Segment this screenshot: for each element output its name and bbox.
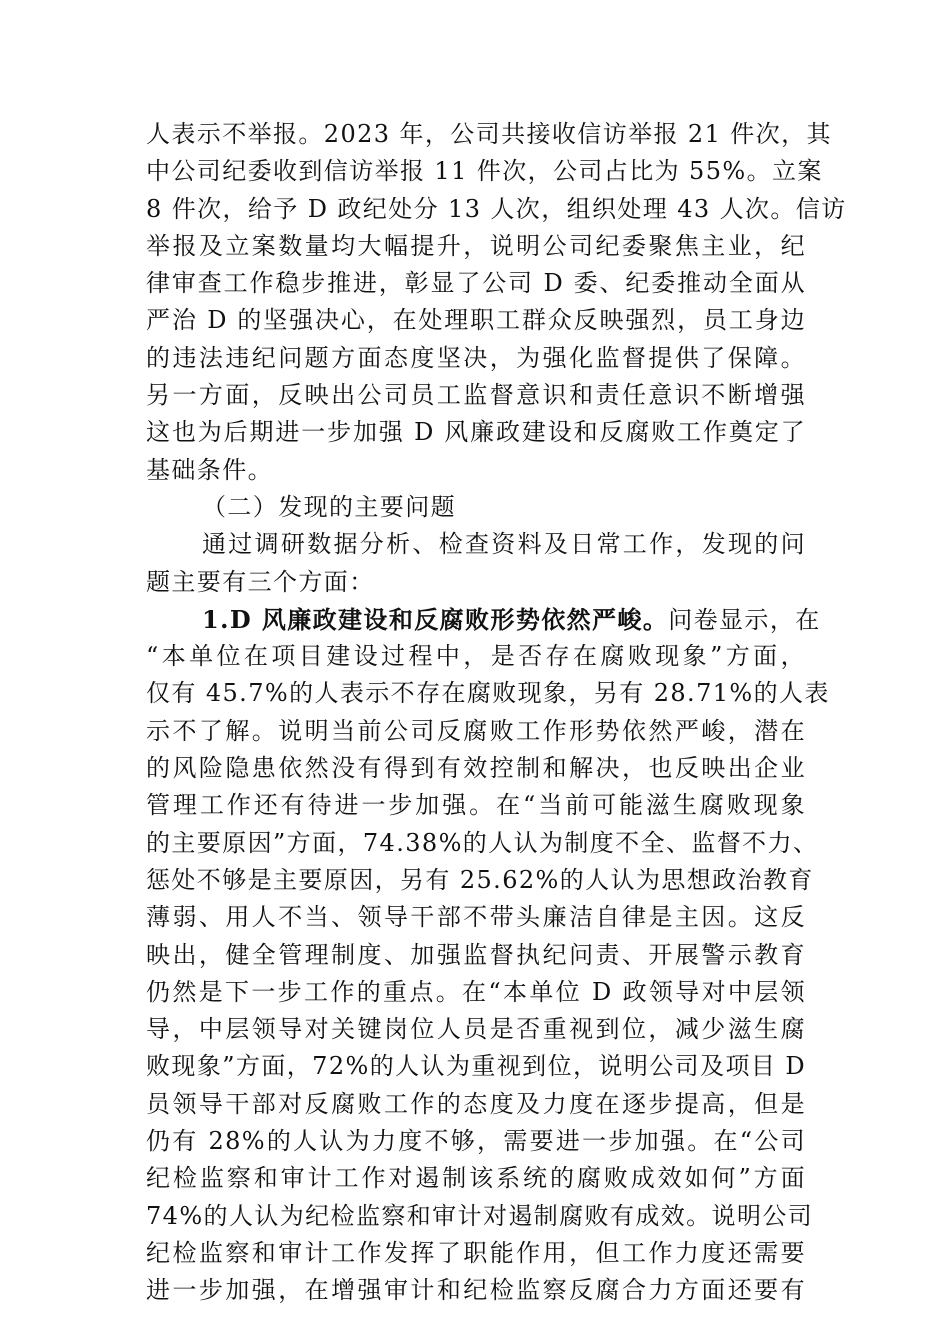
text-line: 管理工作还有待进一步加强。在“当前可能滋生腐败现象 <box>146 791 806 820</box>
document-page <box>146 116 847 1310</box>
text-line: 举报及立案数量均大幅提升，说明公司纪委聚焦主业，纪 <box>146 231 806 260</box>
paragraph-first-line <box>146 601 821 638</box>
lead-continuation: 问卷显示，在 <box>668 605 821 634</box>
text-line: 示不了解。说明当前公司反腐败工作形势依然严峻，潜在 <box>146 716 806 745</box>
text-line: 纪检监察和审计工作对遏制该系统的腐败成效如何”方面 <box>146 1164 806 1193</box>
text-line: 仍有 28%的人认为力度不够，需要进一步加强。在“公司 <box>146 1127 806 1156</box>
text-line: 纪检监察和审计工作发挥了职能作用，但工作力度还需要 <box>146 1238 806 1267</box>
text-line: 仍然是下一步工作的重点。在“本单位 D 政领导对中层领 <box>146 977 806 1006</box>
text-line: 员领导干部对反腐败工作的态度及力度在逐步提高，但是 <box>146 1089 806 1118</box>
text-line: 8 件次，给予 D 政纪处分 13 人次，组织处理 43 人次。信访 <box>146 194 847 223</box>
text-line: “本单位在项目建设过程中，是否存在腐败现象”方面， <box>146 642 806 671</box>
text-line: 薄弱、用人不当、领导干部不带头廉洁自律是主因。这反 <box>146 903 806 932</box>
text-line: 败现象”方面，72%的人认为重视到位，说明公司及项目 D <box>146 1052 806 1081</box>
text-line: 的违法违纪问题方面态度坚决，为强化监督提供了保障。 <box>146 343 806 372</box>
text-line: 仅有 45.7%的人表示不存在腐败现象，另有 28.71%的人表 <box>146 679 830 708</box>
section-heading: （二）发现的主要问题 <box>202 492 456 521</box>
text-line: 74%的人认为纪检监察和审计对遏制腐败有成效。说明公司 <box>146 1201 814 1230</box>
text-line: 基础条件。 <box>146 455 273 484</box>
text-line: 这也为后期进一步加强 D 风廉政建设和反腐败工作奠定了 <box>146 418 806 447</box>
text-line: 的主要原因”方面，74.38%的人认为制度不全、监督不力、 <box>146 828 819 857</box>
text-line: 进一步加强，在增强审计和纪检监察反腐合力方面还要有 <box>146 1276 806 1305</box>
text-line: 的风险隐患依然没有得到有效控制和解决，也反映出企业 <box>146 754 806 783</box>
text-line: 另一方面，反映出公司员工监督意识和责任意识不断增强 <box>146 381 806 410</box>
text-line: 导，中层领导对关键岗位人员是否重视到位，减少滋生腐 <box>146 1015 806 1044</box>
bold-lead-sentence: 1.D 风廉政建设和反腐败形势依然严峻。 <box>202 604 669 634</box>
paragraph-first-line: 通过调研数据分析、检查资料及日常工作，发现的问 <box>202 530 806 559</box>
text-line: 题主要有三个方面： <box>146 567 375 596</box>
text-line: 人表示不举报。2023 年，公司共接收信访举报 21 件次，其 <box>146 120 832 148</box>
text-line: 严治 D 的坚强决心，在处理职工群众反映强烈，员工身边 <box>146 306 806 335</box>
text-line: 中公司纪委收到信访举报 11 件次，公司占比为 55%。立案 <box>146 157 823 186</box>
text-line: 映出，健全管理制度、加强监督执纪问责、开展警示教育 <box>146 940 806 969</box>
text-line: 律审查工作稳步推进，彰显了公司 D 委、纪委推动全面从 <box>146 269 806 298</box>
text-line: 惩处不够是主要原因，另有 25.62%的人认为思想政治教育 <box>146 865 814 894</box>
